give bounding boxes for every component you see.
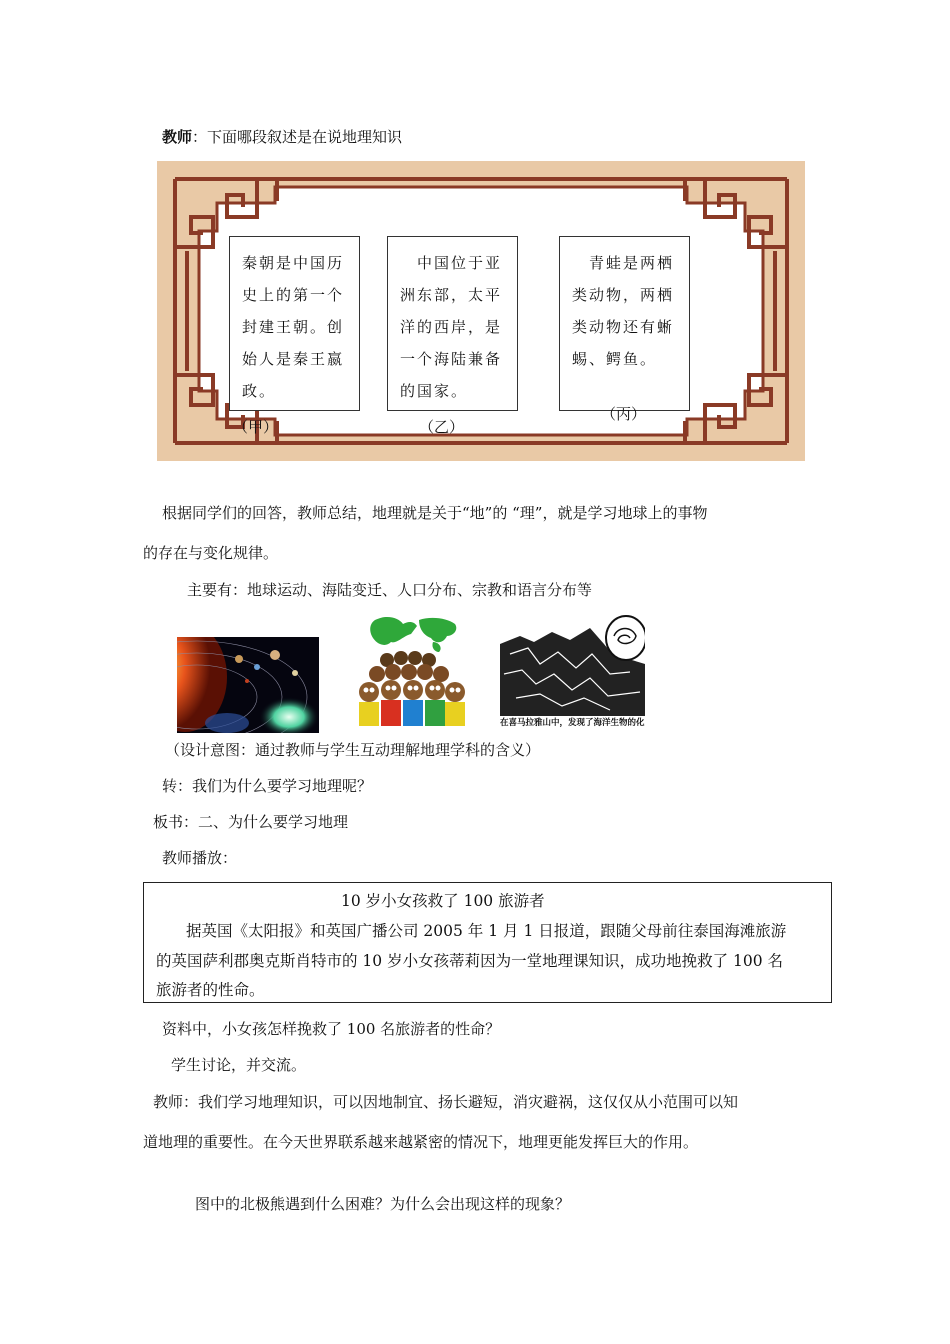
population-image (347, 614, 475, 734)
teacher-summary-line-1: 教师：我们学习地理知识，可以因地制宜、扬长避短，消灾避祸，这仅仅从小范围可以知 (153, 1093, 739, 1111)
polar-bear-question: 图中的北极熊遇到什么困难？为什么会出现这样的现象？ (195, 1195, 571, 1213)
teacher-question-text: ：下面哪段叙述是在说地理知识 (192, 128, 403, 146)
board-note: 板书：二、为什么要学习地理 (153, 813, 349, 831)
teacher-play: 教师播放： (162, 849, 238, 867)
teacher-summary-line-2: 道地理的重要性。在今天世界联系越来越紧密的情况下，地理更能发挥巨大的作用。 (143, 1133, 699, 1151)
design-intent: （设计意图：通过教师与学生互动理解地理学科的含义） (165, 741, 541, 759)
summary-line-1: 根据同学们的回答，教师总结，地理就是关于“地”的 “理”，就是学习地球上的事物 (162, 504, 708, 522)
transition-question: 转：我们为什么要学习地理呢？ (162, 777, 373, 795)
himalaya-caption: 在喜马拉雅山中，发现了海洋生物的化 (500, 718, 645, 728)
story-line-1: 据英国《太阳报》和英国广播公司 2005 年 1 月 1 日报道，跟随父母前往泰国海滩旅游 (186, 922, 787, 940)
story-box (143, 882, 832, 1003)
student-discussion: 学生讨论，并交流。 (171, 1056, 307, 1074)
decorative-frame (157, 161, 805, 461)
story-line-2: 的英国萨利郡奥克斯肖特市的 10 岁小女孩蒂莉因为一堂地理课知识，成功地挽救了 100 名 (156, 952, 784, 970)
teacher-question (162, 127, 402, 147)
story-line-3: 旅游者的性命。 (156, 981, 265, 999)
question-2: 资料中，小女孩怎样挽救了 100 名旅游者的性命？ (162, 1020, 501, 1038)
card-yi: 中国位于亚 洲东部，太平 洋的西岸，是 一个海陆兼备 的国家。 (387, 236, 518, 411)
caption-jia: （甲） (233, 418, 279, 436)
card-jia: 秦朝是中国历 史上的第一个 封建王朝。创 始人是秦王嬴 政。 (229, 236, 360, 411)
main-topics: 主要有：地球运动、海陆变迁、人口分布、宗教和语言分布等 (187, 581, 593, 599)
himalaya-fossil-image (500, 614, 645, 732)
caption-yi: （乙） (419, 418, 465, 436)
story-title: 10 岁小女孩救了 100 旅游者 (341, 892, 545, 910)
solar-system-image (177, 637, 319, 733)
teacher-label: 教师 (162, 128, 193, 146)
summary-line-2: 的存在与变化规律。 (143, 544, 279, 562)
card-bing: 青蛙是两栖 类动物，两栖 类动物还有蜥 蜴、鳄鱼。 (559, 236, 690, 411)
caption-bing: （丙） (601, 405, 647, 423)
